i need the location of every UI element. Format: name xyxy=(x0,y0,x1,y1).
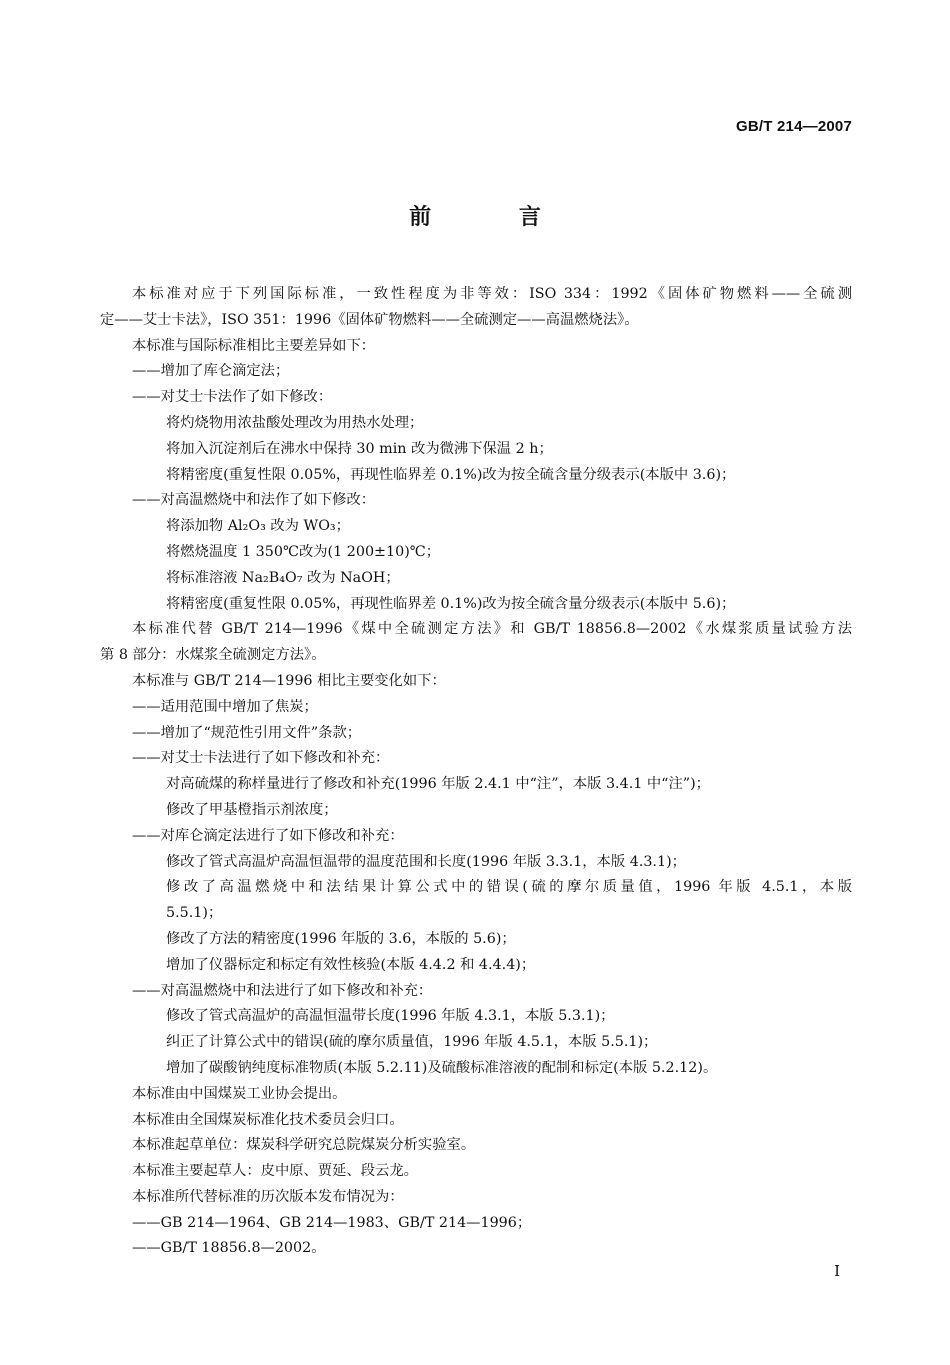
text-line: 将灼烧物用浓盐酸处理改为用热水处理； xyxy=(166,414,424,431)
text-line: 定——艾士卡法》，ISO 351：1996《固体矿物燃料——全硫测定——高温燃烧法》。 xyxy=(100,311,639,328)
text-line: 本标准主要起草人：皮中原、贾延、段云龙。 xyxy=(132,1163,418,1180)
text-line: 对高硫煤的称样量进行了修改和补充(1996 年版 2.4.1 中“注”，本版 3.4.1 中“注”)； xyxy=(166,776,710,793)
text-line: 将添加物 Al₂O₃ 改为 WO₃； xyxy=(166,518,350,535)
text-line: 本标准由全国煤炭标准化技术委员会归口。 xyxy=(132,1111,404,1128)
text-line: ——对艾士卡法作了如下修改： xyxy=(132,389,333,406)
text-line: 本标准与 GB/T 214—1996 相比主要变化如下： xyxy=(132,672,446,689)
text-line: 将精密度(重复性限 0.05%，再现性临界差 0.1%)改为按全硫含量分级表示(本版中 3.6)； xyxy=(166,466,736,483)
text-line: ——增加了库仑滴定法； xyxy=(132,363,290,380)
text-line: 纠正了计算公式中的错误(硫的摩尔质量值，1996 年版 4.5.1，本版 5.5.1)； xyxy=(166,1034,658,1051)
text-line: 修改了管式高温炉高温恒温带的温度范围和长度(1996 年版 3.3.1，本版 4.3.1)； xyxy=(166,853,686,870)
text-line: 本标准所代替标准的历次版本发布情况为： xyxy=(132,1188,404,1205)
text-line: 修改了甲基橙指示剂浓度； xyxy=(166,801,338,818)
page-title: 前 言 xyxy=(409,205,581,230)
text-line: ——适用范围中增加了焦炭； xyxy=(132,698,318,715)
text-line: 本标准由中国煤炭工业协会提出。 xyxy=(132,1085,347,1102)
text-line: 将加入沉淀剂后在沸水中保持 30 min 改为微沸下保温 2 h； xyxy=(166,440,553,457)
text-line: ——对高温燃烧中和法作了如下修改： xyxy=(132,492,376,509)
text-line: ——对高温燃烧中和法进行了如下修改和补充： xyxy=(132,982,433,999)
text-line: 本标准对应于下列国际标准，一致性程度为非等效：ISO 334：1992《固体矿物燃料——全硫测 xyxy=(132,286,852,302)
text-line: ——GB/T 18856.8—2002。 xyxy=(132,1240,326,1257)
text-line: 本标准起草单位：煤炭科学研究总院煤炭分析实验室。 xyxy=(132,1137,476,1154)
text-line: 修改了方法的精密度(1996 年版的 3.6，本版的 5.6)； xyxy=(166,930,516,947)
text-line: ——增加了“规范性引用文件”条款； xyxy=(132,724,362,741)
text-line: 修改了管式高温炉的高温恒温带长度(1996 年版 4.3.1，本版 5.3.1)； xyxy=(166,1008,615,1025)
preface-body xyxy=(100,282,852,1262)
text-line: 将标准溶液 Na₂B₄O₇ 改为 NaOH； xyxy=(166,569,400,586)
text-line: 修改了高温燃烧中和法结果计算公式中的错误(硫的摩尔质量值，1996 年版 4.5.1，本版 xyxy=(166,879,852,896)
text-line: 增加了仪器标定和标定有效性核验(本版 4.4.2 和 4.4.4)； xyxy=(166,956,536,973)
text-line: ——GB 214—1964、GB 214—1983、GB/T 214—1996； xyxy=(132,1214,532,1231)
text-line: 将精密度(重复性限 0.05%，再现性临界差 0.1%)改为按全硫含量分级表示(本版中 5.6)； xyxy=(166,595,736,612)
text-line: ——对库仑滴定法进行了如下修改和补充： xyxy=(132,827,404,844)
text-line: 增加了碳酸钠纯度标准物质(本版 5.2.11)及硫酸标准溶液的配制和标定(本版 5.2.12)。 xyxy=(166,1059,718,1076)
page-number: I xyxy=(834,1262,840,1280)
standard-code: GB/T 214—2007 xyxy=(736,118,852,135)
text-line: 5.5.1)； xyxy=(166,905,223,922)
text-line: 第 8 部分：水煤浆全硫测定方法》。 xyxy=(100,647,326,664)
text-line: 将燃烧温度 1 350℃改为(1 200±10)℃； xyxy=(166,543,441,560)
text-line: 本标准与国际标准相比主要差异如下： xyxy=(132,337,376,354)
text-line: 本标准代替 GB/T 214—1996《煤中全硫测定方法》和 GB/T 18856.8—2002《水煤浆质量试验方法 xyxy=(132,621,852,638)
text-line: ——对艾士卡法进行了如下修改和补充： xyxy=(132,750,390,767)
